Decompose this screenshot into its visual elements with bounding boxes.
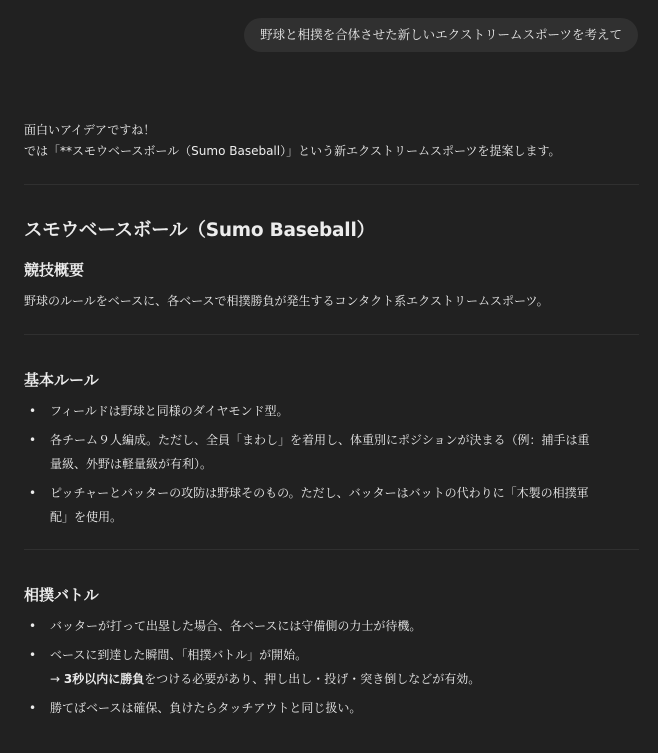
list-item-text: 勝てばベースは確保、負けたらタッチアウトと同じ扱い。	[50, 701, 362, 715]
bullet-icon: •	[29, 619, 37, 633]
list-item-text: フィールドは野球と同様のダイヤモンド型。	[50, 404, 289, 418]
list-item-text: ベースに到達した瞬間、「相撲バトル」が開始。	[50, 648, 308, 662]
overview-text: 野球のルールをベースに、各ベースで相撲勝負が発生するコンタクト系エクストリームスポーツ。	[24, 294, 549, 308]
sumo-battle-heading: 相撲バトル	[24, 586, 99, 604]
list-item-text: バッターが打って出塁した場合、各ベースには守備側の力士が待機。	[50, 619, 422, 633]
divider	[24, 334, 639, 335]
list-item	[24, 428, 639, 476]
subline-rest: をつける必要があり、押し出し・投げ・突き倒しなどが有効。	[144, 672, 481, 686]
intro-line-1: 面白いアイデアですね！	[24, 123, 156, 137]
sumo-battle-list	[24, 614, 639, 720]
user-message-bubble	[244, 18, 638, 52]
list-item-text: 各チーム９人編成。ただし、全員「まわし」を着用し、体重別にポジションが決まる（例：捕手は重	[50, 433, 590, 447]
list-item	[24, 614, 639, 638]
list-item-subline	[50, 672, 480, 686]
bullet-icon: •	[29, 433, 37, 447]
bullet-icon: •	[29, 404, 37, 418]
list-item	[24, 399, 639, 423]
arrow-prefix: →	[50, 672, 64, 686]
bullet-icon: •	[29, 486, 37, 500]
intro-line-2: では「**スモウベースボール（Sumo Baseball）」という新エクストリームスポーツを提案します。	[24, 144, 561, 158]
list-item	[24, 481, 639, 529]
bold-emphasis: 3秒以内に勝負	[63, 672, 145, 686]
basic-rules-list	[24, 399, 639, 529]
bullet-icon: •	[29, 701, 37, 715]
list-item-text-cont: 配」を使用。	[50, 510, 123, 524]
sport-title: スモウベースボール（Sumo Baseball）	[24, 220, 375, 241]
bullet-icon: •	[29, 648, 37, 662]
divider	[24, 184, 639, 185]
list-item	[24, 696, 639, 720]
list-item-text: ピッチャーとバッターの攻防は野球そのもの。ただし、バッターはバットの代わりに「木製の相撲軍	[50, 486, 589, 500]
divider	[24, 549, 639, 550]
overview-heading: 競技概要	[24, 261, 85, 279]
user-message-text: 野球と相撲を合体させた新しいエクストリームスポーツを考えて	[260, 27, 622, 42]
assistant-reply	[24, 120, 639, 725]
list-item-text-cont: 量級、外野は軽量級が有利）。	[50, 457, 213, 471]
list-item	[24, 643, 639, 691]
basic-rules-heading: 基本ルール	[24, 371, 99, 389]
reply-intro	[24, 120, 639, 162]
